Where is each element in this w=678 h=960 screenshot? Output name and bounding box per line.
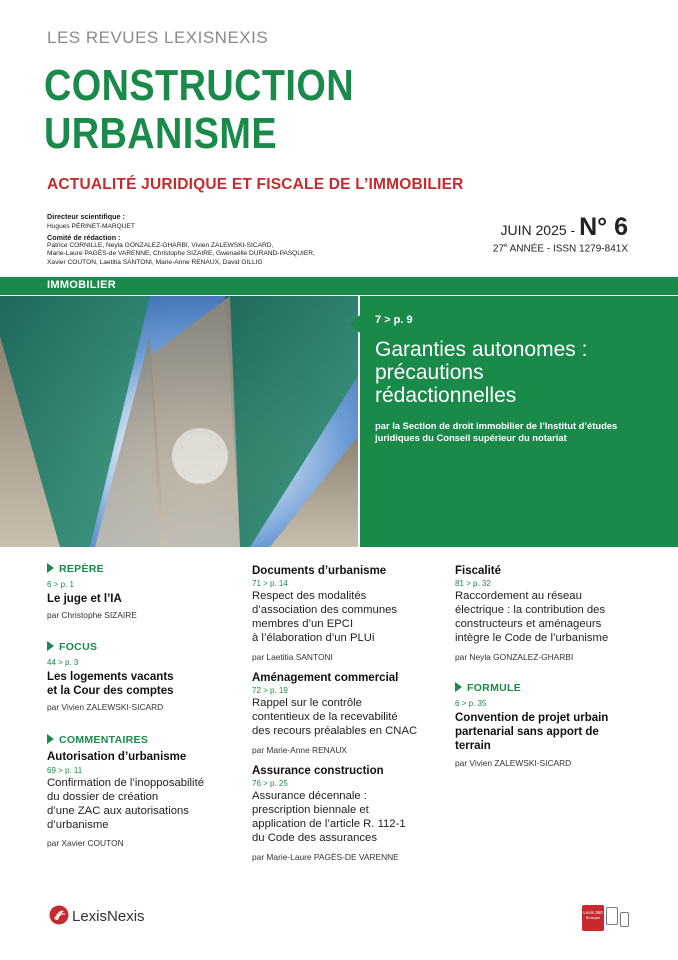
feature-byline [375,420,655,444]
am-ref: 72 > p. 19 [252,686,288,695]
doc-ref: 71 > p. 14 [252,579,288,588]
cover-photo [0,296,358,547]
doc-body[interactable]: membres d’un EPCI [252,618,354,630]
section-repere [47,563,104,575]
doc-body[interactable]: d’association des communes [252,604,398,616]
journal-subtitle: ACTUALITÉ JURIDIQUE ET FISCALE DE L’IMMOBILIER [47,176,464,193]
comm-heading: Autorisation d’urbanisme [47,751,187,763]
doc-body[interactable]: Respect des modalités [252,590,367,602]
fisc-ref: 81 > p. 32 [455,579,491,588]
repere-author: par Christophe SIZAIRE [47,610,137,620]
form-title[interactable]: partenarial sans apport de [455,726,599,738]
form-ref: 6 > p. 35 [455,699,487,708]
focus-ref: 44 > p. 3 [47,658,79,667]
masthead [47,212,315,267]
feature-title-line: rédactionnelles [375,384,517,407]
as-ref: 76 > p. 25 [252,779,288,788]
section-formule [455,682,521,694]
fisc-body[interactable]: électrique : la contribution des [455,604,606,616]
am-body[interactable]: contentieux de la recevabilité [252,711,398,723]
as-heading: Assurance construction [252,765,384,777]
form-author: par Vivien ZALEWSKI-SICARD [455,758,572,768]
feature-title-line: Garanties autonomes : [375,338,588,361]
feature-byline-line: par la Section de droit immobilier de l’Institut d’études [375,420,618,431]
kiosk-label: Lexis 360 [583,910,603,915]
am-body[interactable]: Rappel sur le contrôle [252,697,362,709]
section-formule-label: FORMULE [467,682,522,694]
journal-title-line2: URBANISME [44,109,278,158]
as-body[interactable]: du Code des assurances [252,832,377,844]
shade-sails-image [0,296,358,547]
as-author: par Marie-Laure PAGÈS-DE VARENNE [252,852,399,862]
focus-author: par Vivien ZALEWSKI-SICARD [47,702,164,712]
committee-line: Xavier COUTON, Laetitia SANTONI, Marie-Anne RENAUX, David GILLIG [47,258,263,266]
am-heading: Aménagement commercial [252,672,399,684]
comm-body[interactable]: Confirmation de l’inopposabilité [47,777,204,789]
director-label: Directeur scientifique : [47,212,125,221]
series-name: LES REVUES LEXISNEXIS [47,28,269,47]
repere-title[interactable]: Le juge et l’IA [47,593,122,605]
triangle-icon [47,641,54,651]
as-body[interactable]: Assurance décennale : [252,790,367,802]
section-repere-label: REPÈRE [59,563,104,575]
as-body[interactable]: application de l’article R. 112-1 [252,818,406,830]
section-label: IMMOBILIER [47,279,116,291]
am-body[interactable]: des recours préalables en CNAC [252,725,418,737]
comm-body[interactable]: d’urbanisme [47,819,109,831]
form-title[interactable]: terrain [455,740,491,752]
issue-date [501,213,629,242]
fisc-heading: Fiscalité [455,565,502,577]
year-suffix: e [504,243,508,249]
feature-title [375,338,665,407]
doc-author: par Laetitia SANTONI [252,652,333,662]
issn: ANNÉE - ISSN 1279-841X [507,243,628,255]
form-title[interactable]: Convention de projet urbain [455,712,609,724]
issue-number: N° 6 [579,213,628,241]
repere-ref: 6 > p. 1 [47,580,74,589]
am-author: par Marie-Anne RENAUX [252,745,347,755]
tablet-icon [606,907,618,925]
triangle-icon [47,734,54,744]
fisc-body[interactable]: intègre le Code de l’urbanisme [455,632,609,644]
comm-ref: 69 > p. 11 [47,766,83,775]
fisc-body[interactable]: constructeurs et aménageurs [455,618,602,630]
section-bar [0,277,678,295]
feature-panel[interactable] [360,296,678,547]
section-commentaires [47,734,148,746]
triangle-icon [455,682,462,692]
fisc-author: par Neyla GONZALEZ-GHARBI [455,652,574,662]
phone-icon [620,912,629,927]
focus-title[interactable]: Les logements vacants [47,671,174,683]
doc-heading: Documents d’urbanisme [252,565,387,577]
issue-month: JUIN 2025 - [500,222,580,238]
feature-title-line: précautions [375,361,484,384]
committee-line: Patrice CORNILLE, Neyla GONZALEZ-GHARBI, Vivien ZALEWSKI-SICARD, [47,241,274,249]
doc-body[interactable]: à l’élaboration d’un PLUi [252,632,375,644]
lexisnexis-logo-text: LexisNexis [72,908,145,925]
section-focus-label: FOCUS [59,641,98,653]
feature-ref: 7 > p. 9 [375,314,413,326]
committee-label: Comité de rédaction : [47,232,121,242]
comm-body[interactable]: d’une ZAC aux autorisations [47,805,189,817]
director-name: Hugues PÉRINET-MARQUET [47,223,135,230]
section-focus [47,641,97,653]
as-body[interactable]: prescription biennale et [252,804,369,816]
committee-line: Marie-Laure PAGÈS-de VARENNE, Christophe SIZAIRE, Gwenaëlle DURAND-PASQUIER, [47,250,315,258]
fisc-body[interactable]: Raccordement au réseau [455,590,582,602]
year-number: 27 [492,243,505,255]
kiosk-label: Kiosque [585,915,601,920]
kiosk-badge[interactable] [582,905,604,931]
comm-author: par Xavier COUTON [47,838,124,848]
journal-title-line1: CONSTRUCTION [44,61,354,110]
comm-body[interactable]: du dossier de création [47,791,159,803]
issue-year-issn [493,243,628,254]
focus-title[interactable]: et la Cour des comptes [47,685,174,697]
section-commentaires-label: COMMENTAIRES [59,734,149,746]
lexisnexis-logo-icon [49,905,69,925]
feature-byline-line: juridiques du Conseil supérieur du notariat [375,432,567,443]
triangle-icon [47,563,54,573]
